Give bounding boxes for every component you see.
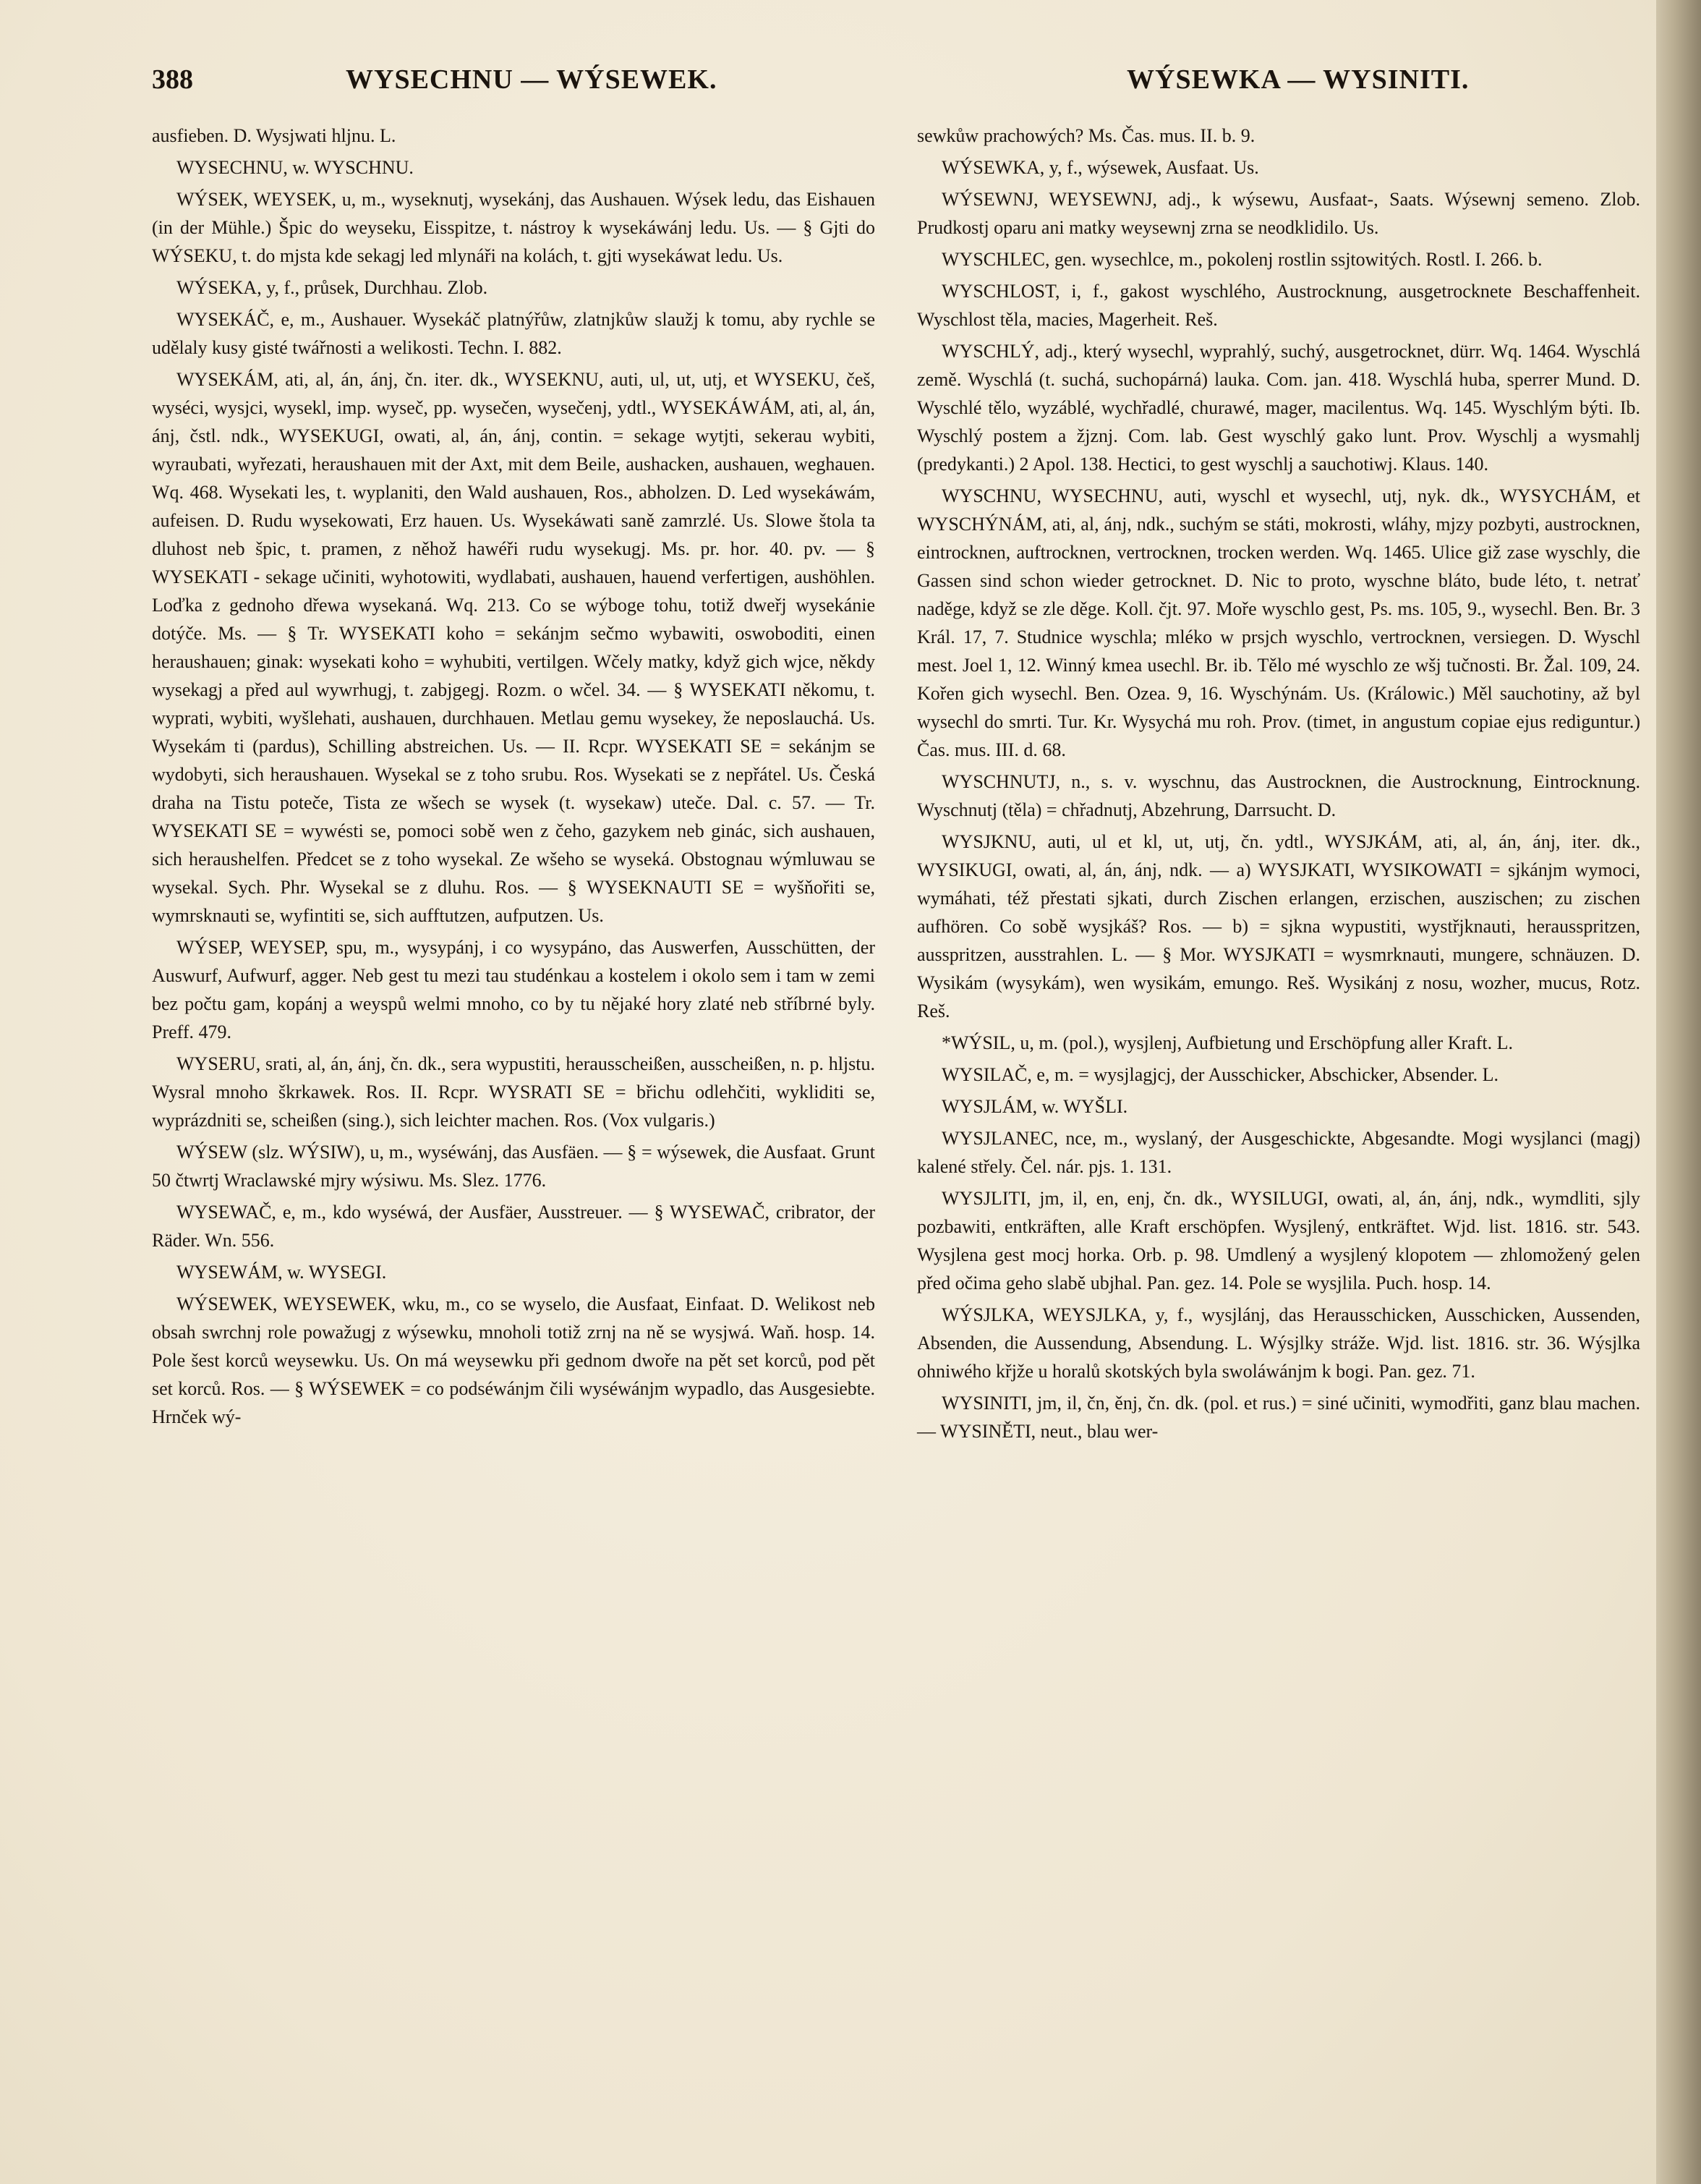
entry-paragraph: WYSCHNUTJ, n., s. v. wyschnu, das Austrocknen, die Austrocknung, Eintrocknung. Wyschnutj (těla) = chřadnutj, Abzehrung, Darrsucht. D. bbox=[917, 771, 1640, 820]
entry-paragraph: WYSCHLÝ, adj., který wysechl, wyprahlý, suchý, ausgetrocknet, dürr. Wq. 1464. Wyschlá země. Wyschlá (t. suchá, suchopárná) lauka. Com. jan. 418. Wyschlá huba, sperrer Mund. D. Wyschlé tělo, wyzáblé, wychřadlé, churawé, mager, macilentus. Wq. 145. Wyschlým býti. Ib. Wyschlý postem a žjznj. Com. lab. Gest wyschlý gako lunt. Prov. Wyschlj a wysmahlj (predykanti.) 2 Apol. 138. Hectici, to gest wyschlj a sauchotiwj. Klaus. 140. bbox=[917, 341, 1640, 475]
entry-paragraph: WYSILAČ, e, m. = wysjlagjcj, der Ausschicker, Abschicker, Absender. L. bbox=[942, 1064, 1499, 1085]
entry-paragraph: sewkůw prachowých? Ms. Čas. mus. II. b. 9. bbox=[917, 125, 1256, 146]
page-header bbox=[0, 56, 1656, 107]
entry-paragraph: WYSEKÁM, ati, al, án, ánj, čn. iter. dk., WYSEKNU, auti, ul, ut, utj, et WYSEKU, češ, wyséci, wysjci, wysekl, imp. wyseč, pp. wysečen, wysečenj, ydtl., WYSEKÁWÁM, ati, al, án, ánj, čstl. ndk., WYSEKUGI, owati, al, án, ánj, contin. = sekage wytjti, sekerau wybiti, wyraubati, wyřezati, heraushauen mit der Axt, mit dem Beile, aushacken, aushauen, weghauen. Wq. 468. Wysekati les, t. wyplaniti, den Wald aushauen, Ros., abholzen. D. Led wysekáwám, aufeisen. D. Rudu wysekowati, Erz hauen. Us. Wysekáwati saně zamrzlé. Us. Slowe štola ta dluhost neb špic, t. pramen, z něhož hawéři rudu wysekugj. Ms. pr. hor. 40. pv. — § WYSEKATI - sekage učiniti, wyhotowiti, wydlabati, aushauen, hauend verfertigen, aushöhlen. Loďka z gednoho dřewa wysekaná. Wq. 213. Co se wýboge tohu, totiž dweřj wysekánie dotýče. Ms. — § Tr. WYSEKATI koho = sekánjm sečmo wybawiti, oswoboditi, einen heraushauen; ginak: wysekati koho = wyhubiti, vertilgen. Wčely matky, když gich wjce, někdy wysekagj a před aul wywrhugj, t. zabjgegj. Rozm. o wčel. 34. — § WYSEKATI někomu, t. wyprati, wybiti, wyšlehati, aushauen, durchhauen. Metlau gemu wysekey, že neposlauchá. Us. Wysekám ti (pardus), Schilling abstreichen. Us. — II. Rcpr. WYSEKATI SE = sekánjm se wydobyti, sich heraushauen. Wysekal se z toho srubu. Ros. Wysekati se z nepřátel. Us. Česká draha na Tistu poteče, Tista ze wšech se wysek (t. wysekaw) uteče. Dal. c. 57. — Tr. WYSEKATI SE = wywésti se, pomoci sobě wen z čeho, gazykem neb ginác, sich aushauen, sich heraushelfen. Předcet se z toho wysekal. Ze wšeho se wyseká. Obstognau wýmluwau se wysekal. Sych. Phr. Wysekal se z dluhu. Ros. — § WYSEKNAUTI SE = wyšňořiti se, wymrsknauti se, wyfintiti se, sich aufftutzen, aufputzen. Us. bbox=[152, 369, 875, 926]
entry-paragraph: WÝSEP, WEYSEP, spu, m., wysypánj, i co wysypáno, das Auswerfen, Ausschütten, der Auswurf, Aufwurf, agger. Neb gest tu mezi tau studénkau a kostelem i okolo sem i tam w zemi bez počtu gam, kopánj a weyspů welmi mnoho, co by tu nějaké hory zlaté neb stříbrné byly. Preff. 479. bbox=[152, 937, 875, 1042]
entry-paragraph: WYSJLANEC, nce, m., wyslaný, der Ausgeschickte, Abgesandte. Mogi wysjlanci (magj) kalené střely. Čel. nár. pjs. 1. 131. bbox=[917, 1128, 1640, 1177]
page-number: 388 bbox=[152, 64, 193, 95]
entry-paragraph: WYSECHNU, w. WYSCHNU. bbox=[176, 157, 414, 178]
entry-paragraph: WÝSEWEK, WEYSEWEK, wku, m., co se wyselo, die Ausfaat, Einfaat. D. Welikost neb obsah swrchnj role powažugj z wýsewku, mnoholi totiž zrnj na ně se wysjwá. Waň. hosp. 14. Pole šest korců weysewku. Us. On má weysewku při gednom dwoře na pět set korců, pod pět set korců. Ros. — § WÝSEWEK = co podséwánjm čili wyséwánjm wypadlo, das Ausgesiebte. Hrnček wý- bbox=[152, 1293, 875, 1427]
entry-paragraph: WÝSEWKA, y, f., wýsewek, Ausfaat. Us. bbox=[942, 157, 1259, 178]
running-head-right: WÝSEWKA — WYSINITI. bbox=[1127, 64, 1470, 95]
entry-paragraph: WÝSEWNJ, WEYSEWNJ, adj., k wýsewu, Ausfaat-, Saats. Wýsewnj semeno. Zlob. Prudkostj oparu ani matky weysewnj zrna se neodklidilo. Us. bbox=[917, 189, 1640, 238]
entry-paragraph: WYSEWÁM, w. WYSEGI. bbox=[176, 1262, 387, 1283]
entry-paragraph: WYSJLÁM, w. WYŠLI. bbox=[942, 1096, 1128, 1117]
entry-paragraph: WYSEWAČ, e, m., kdo wyséwá, der Ausfäer, Ausstreuer. — § WYSEWAČ, cribrator, der Räder. Wn. 556. bbox=[152, 1202, 875, 1251]
entry-paragraph: WYSINITI, jm, il, čn, ěnj, čn. dk. (pol. et rus.) = siné učiniti, wymodřiti, ganz blau machen. — WYSINĚTI, neut., blau wer- bbox=[917, 1393, 1640, 1442]
entry-paragraph: WYSERU, srati, al, án, ánj, čn. dk., sera wypustiti, herausscheißen, ausscheißen, n. p. hljstu. Wysral mnoho škrkawek. Ros. II. Rcpr. WYSRATI SE = břichu odlehčiti, wykliditi se, wyprázdniti se, scheißen (sing.), sich leichter machen. Ros. (Vox vulgaris.) bbox=[152, 1053, 875, 1131]
entry-paragraph: WYSCHLEC, gen. wysechlce, m., pokolenj rostlin ssjtowitých. Rostl. I. 266. b. bbox=[942, 249, 1543, 270]
entry-paragraph: WÝSEK, WEYSEK, u, m., wyseknutj, wysekánj, das Aushauen. Wýsek ledu, das Eishauen (in der Mühle.) Špic do weyseku, Eisspitze, t. nástroy k wysekáwánj ledu. Us. — § Gjti do WÝSEKU, t. do mjsta kde sekagj led mlynáři na kolách, t. gjti wysekáwat ledu. Us. bbox=[152, 189, 875, 266]
right-column bbox=[917, 122, 1640, 1449]
running-head-left: WYSECHNU — WÝSEWEK. bbox=[346, 64, 717, 95]
left-column bbox=[152, 122, 875, 1435]
entry-paragraph: WÝSEW (slz. WÝSIW), u, m., wyséwánj, das Ausfäen. — § = wýsewek, die Ausfaat. Grunt 50 čtwrtj Wraclawské mjry wýsiwu. Ms. Slez. 1776. bbox=[152, 1142, 875, 1191]
entry-paragraph: WYSCHNU, WYSECHNU, auti, wyschl et wysechl, utj, nyk. dk., WYSYCHÁM, et WYSCHÝNÁM, ati, al, ánj, ndk., suchým se státi, mokrosti, wláhy, mjzy pozbyti, austrocknen, eintrocknen, auftrocknen, vertrocknen, trocken werden. Wq. 1465. Ulice giž zase wyschly, die Gassen sind schon wieder getrocknet. D. Nic to proto, wyschne bláto, bude léto, t. netrať naděge, když se zle děge. Koll. čjt. 97. Moře wyschlo gest, Ps. ms. 105, 9., wysechl. Ben. Br. 3 Král. 17, 7. Studnice wyschla; mléko w prsjch wyschlo, vertrocknen, versiegen. D. Wyschl mest. Joel 1, 12. Winný kmea usechl. Br. ib. Tělo mé wyschlo ze wšj tučnosti. Br. Žal. 109, 24. Kořen gich wysechl. Ben. Ozea. 9, 16. Wyschýnám. Us. (Králowic.) Měl sauchotiny, až byl wysechl do smrti. Tur. Kr. Wysychá mu roh. Prov. (timet, in angustum copiae ejus rediguntur.) Čas. mus. III. d. 68. bbox=[917, 485, 1640, 760]
entry-paragraph: WÝSJLKA, WEYSJLKA, y, f., wysjlánj, das Herausschicken, Ausschicken, Aussenden, Absenden, die Aussendung, Absendung. L. Wýsjlky stráže. Wjd. list. 1816. str. 36. Wýsjlka ohniwého křjže u horalů skotských byla swoláwánjm k bogi. Pan. gez. 71. bbox=[917, 1304, 1640, 1382]
entry-paragraph: WYSJKNU, auti, ul et kl, ut, utj, čn. ydtl., WYSJKÁM, ati, al, án, ánj, iter. dk., WYSIKUGI, owati, al, án, ánj, ndk. — a) WYSJKATI, WYSIKOWATI = sjkánjm wymoci, wymáhati, též přestati sjkati, durch Zischen erlangen, erzischen, auszischen; zu zischen aufhören. Co sobě wysjkáš? Ros. — b) = sjkna wypustiti, wystřjknauti, herausspritzen, ausspritzen, ausstrahlen. L. — § Mor. WYSJKATI = wysmrknauti, mungere, schnäuzen. D. Wysikám (wysykám), wen wysikám, emungo. Reš. Wysikánj z nosu, wozher, mucus, Rotz. Reš. bbox=[917, 831, 1640, 1021]
entry-paragraph: WYSEKÁČ, e, m., Aushauer. Wysekáč platnýřůw, zlatnjkůw slaužj k tomu, aby rychle se udělaly kusy gisté twářnosti a welikosti. Techn. I. 882. bbox=[152, 309, 875, 358]
entry-paragraph: ausfieben. D. Wysjwati hljnu. L. bbox=[152, 125, 396, 146]
entry-paragraph: *WÝSIL, u, m. (pol.), wysjlenj, Aufbietung und Erschöpfung aller Kraft. L. bbox=[942, 1032, 1513, 1053]
book-edge bbox=[1656, 0, 1701, 2184]
entry-paragraph: WYSCHLOST, i, f., gakost wyschlého, Austrocknung, ausgetrocknete Beschaffenheit. Wyschlost těla, macies, Magerheit. Reš. bbox=[917, 281, 1640, 330]
entry-paragraph: WYSJLITI, jm, il, en, enj, čn. dk., WYSILUGI, owati, al, án, ánj, ndk., wymdliti, sjly pozbawiti, entkräften, alle Kraft erschöpfen. Wysjlený, entkräftet. Wjd. list. 1816. str. 543. Wysjlena gest mocj horka. Orb. p. 98. Umdlený a wysjlený klopotem — zhlomožený gelen před očima geho slabě ubjhal. Pan. gez. 14. Pole se wysjlila. Puch. hosp. 14. bbox=[917, 1188, 1640, 1293]
entry-paragraph: WÝSEKA, y, f., průsek, Durchhau. Zlob. bbox=[176, 277, 488, 298]
